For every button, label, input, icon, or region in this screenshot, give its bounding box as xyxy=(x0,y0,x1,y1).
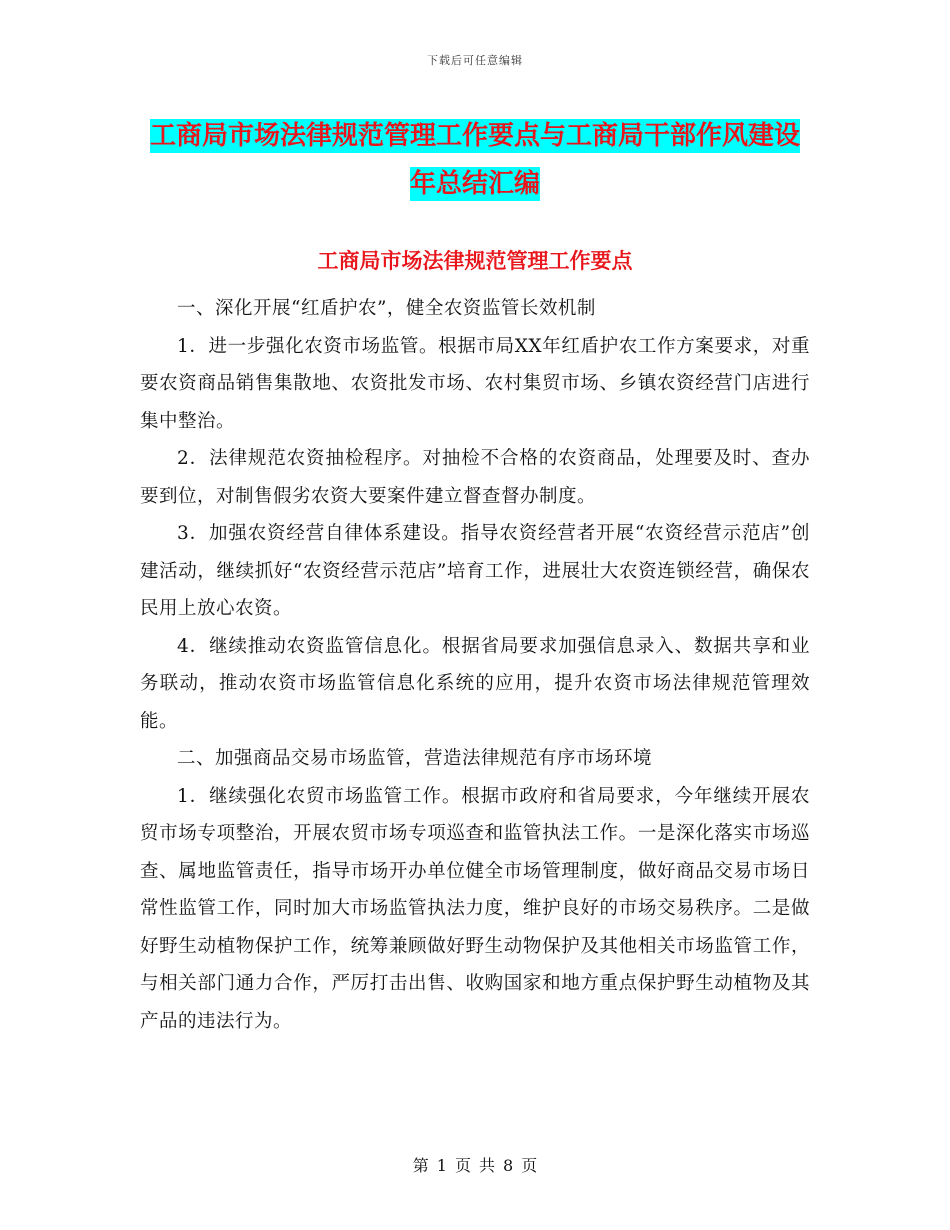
heading-1: 一、深化开展“红盾护农”，健全农资监管长效机制 xyxy=(177,298,596,319)
page-label-mid: 页 xyxy=(454,1156,471,1175)
heading-2: 二、加强商品交易市场监管，营造法律规范有序市场环境 xyxy=(177,748,653,769)
header-note: 下载后可任意编辑 xyxy=(427,54,523,67)
document-title-text: 工商局市场法律规范管理工作要点与工商局干部作风建设年总结汇编 xyxy=(149,121,800,199)
paragraph-1-4: 4．继续推动农资监管信息化。根据省局要求加强信息录入、数据共享和业务联动，推动农资市场监管信息化系统的应用，提升农资市场法律规范管理效能。 xyxy=(140,635,810,732)
paragraph-2-1: 1．继续强化农贸市场监管工作。根据市政府和省局要求，今年继续开展农贸市场专项整治，开展农贸市场专项巡查和监管执法工作。一是深化落实市场巡查、属地监管责任，指导市场开办单位健全市场管理制度，做好商品交易市场日常性监管工作，同时加大市场监管执法力度，维护良好的市场交易秩序。二是做好野生动植物保护工作，统筹兼顾做好野生动物保护及其他相关市场监管工作，与相关部门通力合作，严厉打击出售、收购国家和地方重点保护野生动植物及其产品的违法行为。 xyxy=(140,785,810,1032)
paragraph-1-2: 2．法律规范农资抽检程序。对抽检不合格的农资商品，处理要及时、查办要到位，对制售假劣农资大要案件建立督查督办制度。 xyxy=(140,448,810,507)
page-label-prefix: 第 xyxy=(412,1156,429,1175)
section-title: 工商局市场法律规范管理工作要点 xyxy=(317,249,633,273)
paragraph-1-3: 3．加强农资经营自律体系建设。指导农资经营者开展“农资经营示范店”创建活动，继续抓好“农资经营示范店”培育工作，进展壮大农资连锁经营，确保农民用上放心农资。 xyxy=(140,523,810,619)
document-body xyxy=(140,290,810,1040)
total-pages-number: 8 xyxy=(503,1156,514,1175)
page-label-suffix: 页 xyxy=(521,1156,538,1175)
page-label-total-prefix: 共 xyxy=(479,1156,496,1175)
document-title xyxy=(140,112,810,208)
page-footer xyxy=(0,1153,950,1176)
current-page-number: 1 xyxy=(436,1156,447,1175)
paragraph-1-1: 1．进一步强化农资市场监管。根据市局XX年红盾护农工作方案要求，对重要农资商品销售集散地、农资批发市场、农村集贸市场、乡镇农资经营门店进行集中整治。 xyxy=(140,335,810,432)
